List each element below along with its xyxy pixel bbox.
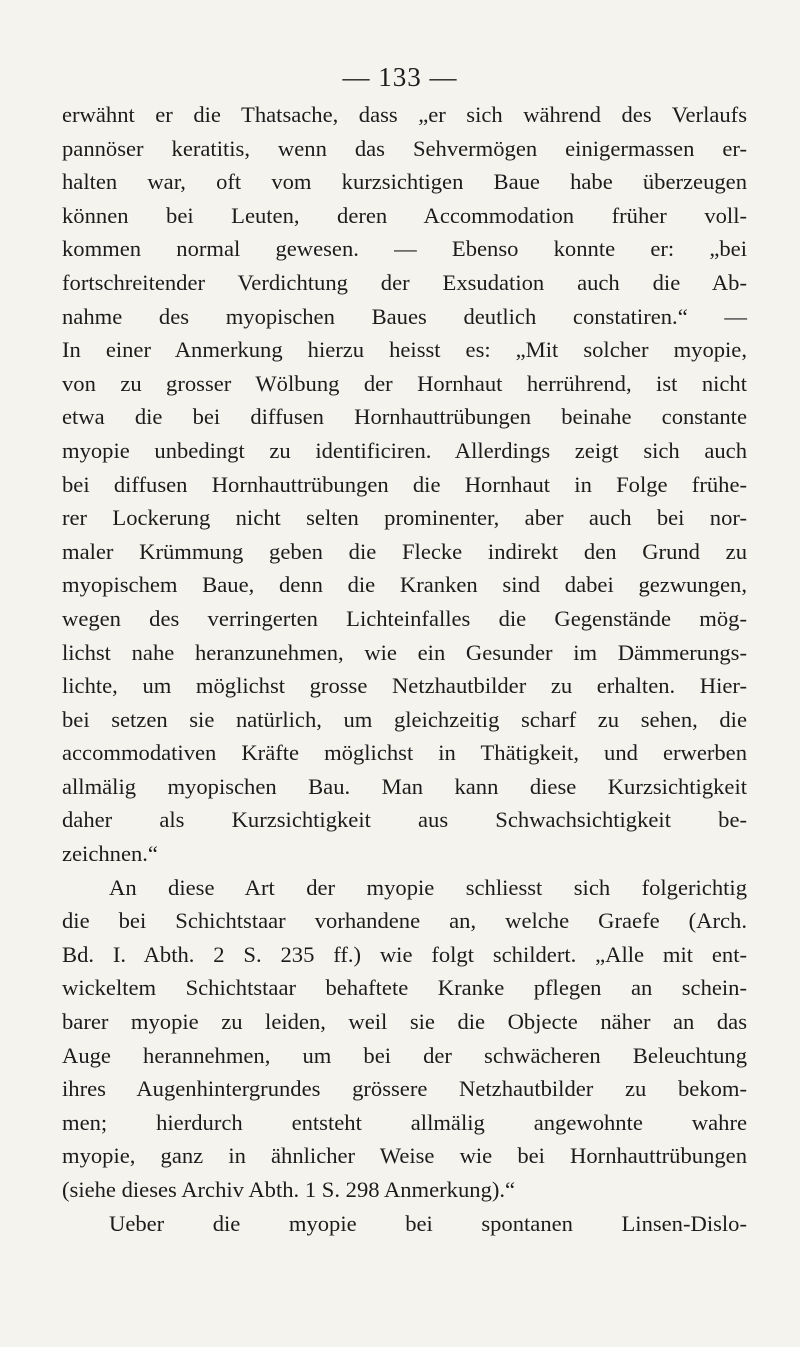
body-text	[62, 98, 747, 1240]
text-line: rer Lockerung nicht selten prominenter, aber auch bei nor-	[62, 505, 747, 531]
text-line: ihres Augenhintergrundes grössere Netzhautbilder zu bekom-	[62, 1076, 747, 1102]
text-line: allmälig myopischen Bau. Man kann diese Kurzsichtigkeit	[62, 773, 747, 799]
text-line: fortschreitender Verdichtung der Exsudation auch die Ab-	[62, 269, 747, 295]
text-line: Bd. I. Abth. 2 S. 235 ff.) wie folgt schildert. „Alle mit ent-	[62, 941, 747, 967]
text-line: barer myopie zu leiden, weil sie die Objecte näher an das	[62, 1009, 747, 1035]
text-line: wickeltem Schichtstaar behaftete Kranke pflegen an schein-	[62, 975, 747, 1001]
text-line: myopie, ganz in ähnlicher Weise wie bei Hornhauttrübungen	[62, 1143, 747, 1169]
text-line: erwähnt er die Thatsache, dass „er sich während des Verlaufs	[62, 102, 747, 127]
text-line: halten war, oft vom kurzsichtigen Baue habe überzeugen	[62, 169, 747, 195]
text-line: daher als Kurzsichtigkeit aus Schwachsichtigkeit be-	[62, 807, 747, 833]
text-line: An diese Art der myopie schliesst sich folgerichtig	[109, 874, 747, 900]
text-line: Auge herannehmen, um bei der schwächeren Beleuchtung	[62, 1042, 747, 1068]
text-line: lichte, um möglichst grosse Netzhautbilder zu erhalten. Hier-	[62, 673, 747, 699]
text-line: zeichnen.“	[62, 841, 158, 867]
text-line: In einer Anmerkung hierzu heisst es: „Mit solcher myopie,	[62, 337, 747, 363]
text-line: etwa die bei diffusen Hornhauttrübungen beinahe constante	[62, 404, 747, 430]
text-line: Ueber die myopie bei spontanen Linsen-Dislo-	[109, 1210, 747, 1236]
text-line: lichst nahe heranzunehmen, wie ein Gesunder im Dämmerungs-	[62, 639, 747, 665]
text-line: maler Krümmung geben die Flecke indirekt den Grund zu	[62, 538, 747, 564]
text-line: myopie unbedingt zu identificiren. Allerdings zeigt sich auch	[62, 437, 747, 463]
text-line: von zu grosser Wölbung der Hornhaut herrührend, ist nicht	[62, 370, 747, 396]
text-line: können bei Leuten, deren Accommodation früher voll-	[62, 202, 747, 228]
page-number: — 133 —	[342, 62, 458, 92]
text-line: pannöser keratitis, wenn das Sehvermögen einigermassen er-	[62, 135, 747, 161]
text-line: (siehe dieses Archiv Abth. 1 S. 298 Anmerkung).“	[62, 1177, 516, 1202]
text-line: nahme des myopischen Baues deutlich constatiren.“ —	[62, 303, 747, 329]
text-line: bei diffusen Hornhauttrübungen die Hornhaut in Folge frühe-	[62, 471, 747, 497]
text-line: men; hierdurch entsteht allmälig angewohnte wahre	[62, 1109, 747, 1135]
text-line: myopischem Baue, denn die Kranken sind dabei gezwungen,	[62, 572, 747, 598]
text-line: accommodativen Kräfte möglichst in Thätigkeit, und erwerben	[62, 740, 747, 766]
text-line: bei setzen sie natürlich, um gleichzeitig scharf zu sehen, die	[62, 706, 747, 732]
text-line: die bei Schichtstaar vorhandene an, welche Graefe (Arch.	[62, 908, 747, 934]
text-line: wegen des verringerten Lichteinfalles die Gegenstände mög-	[62, 605, 747, 631]
text-line: kommen normal gewesen. — Ebenso konnte er: „bei	[62, 236, 747, 262]
